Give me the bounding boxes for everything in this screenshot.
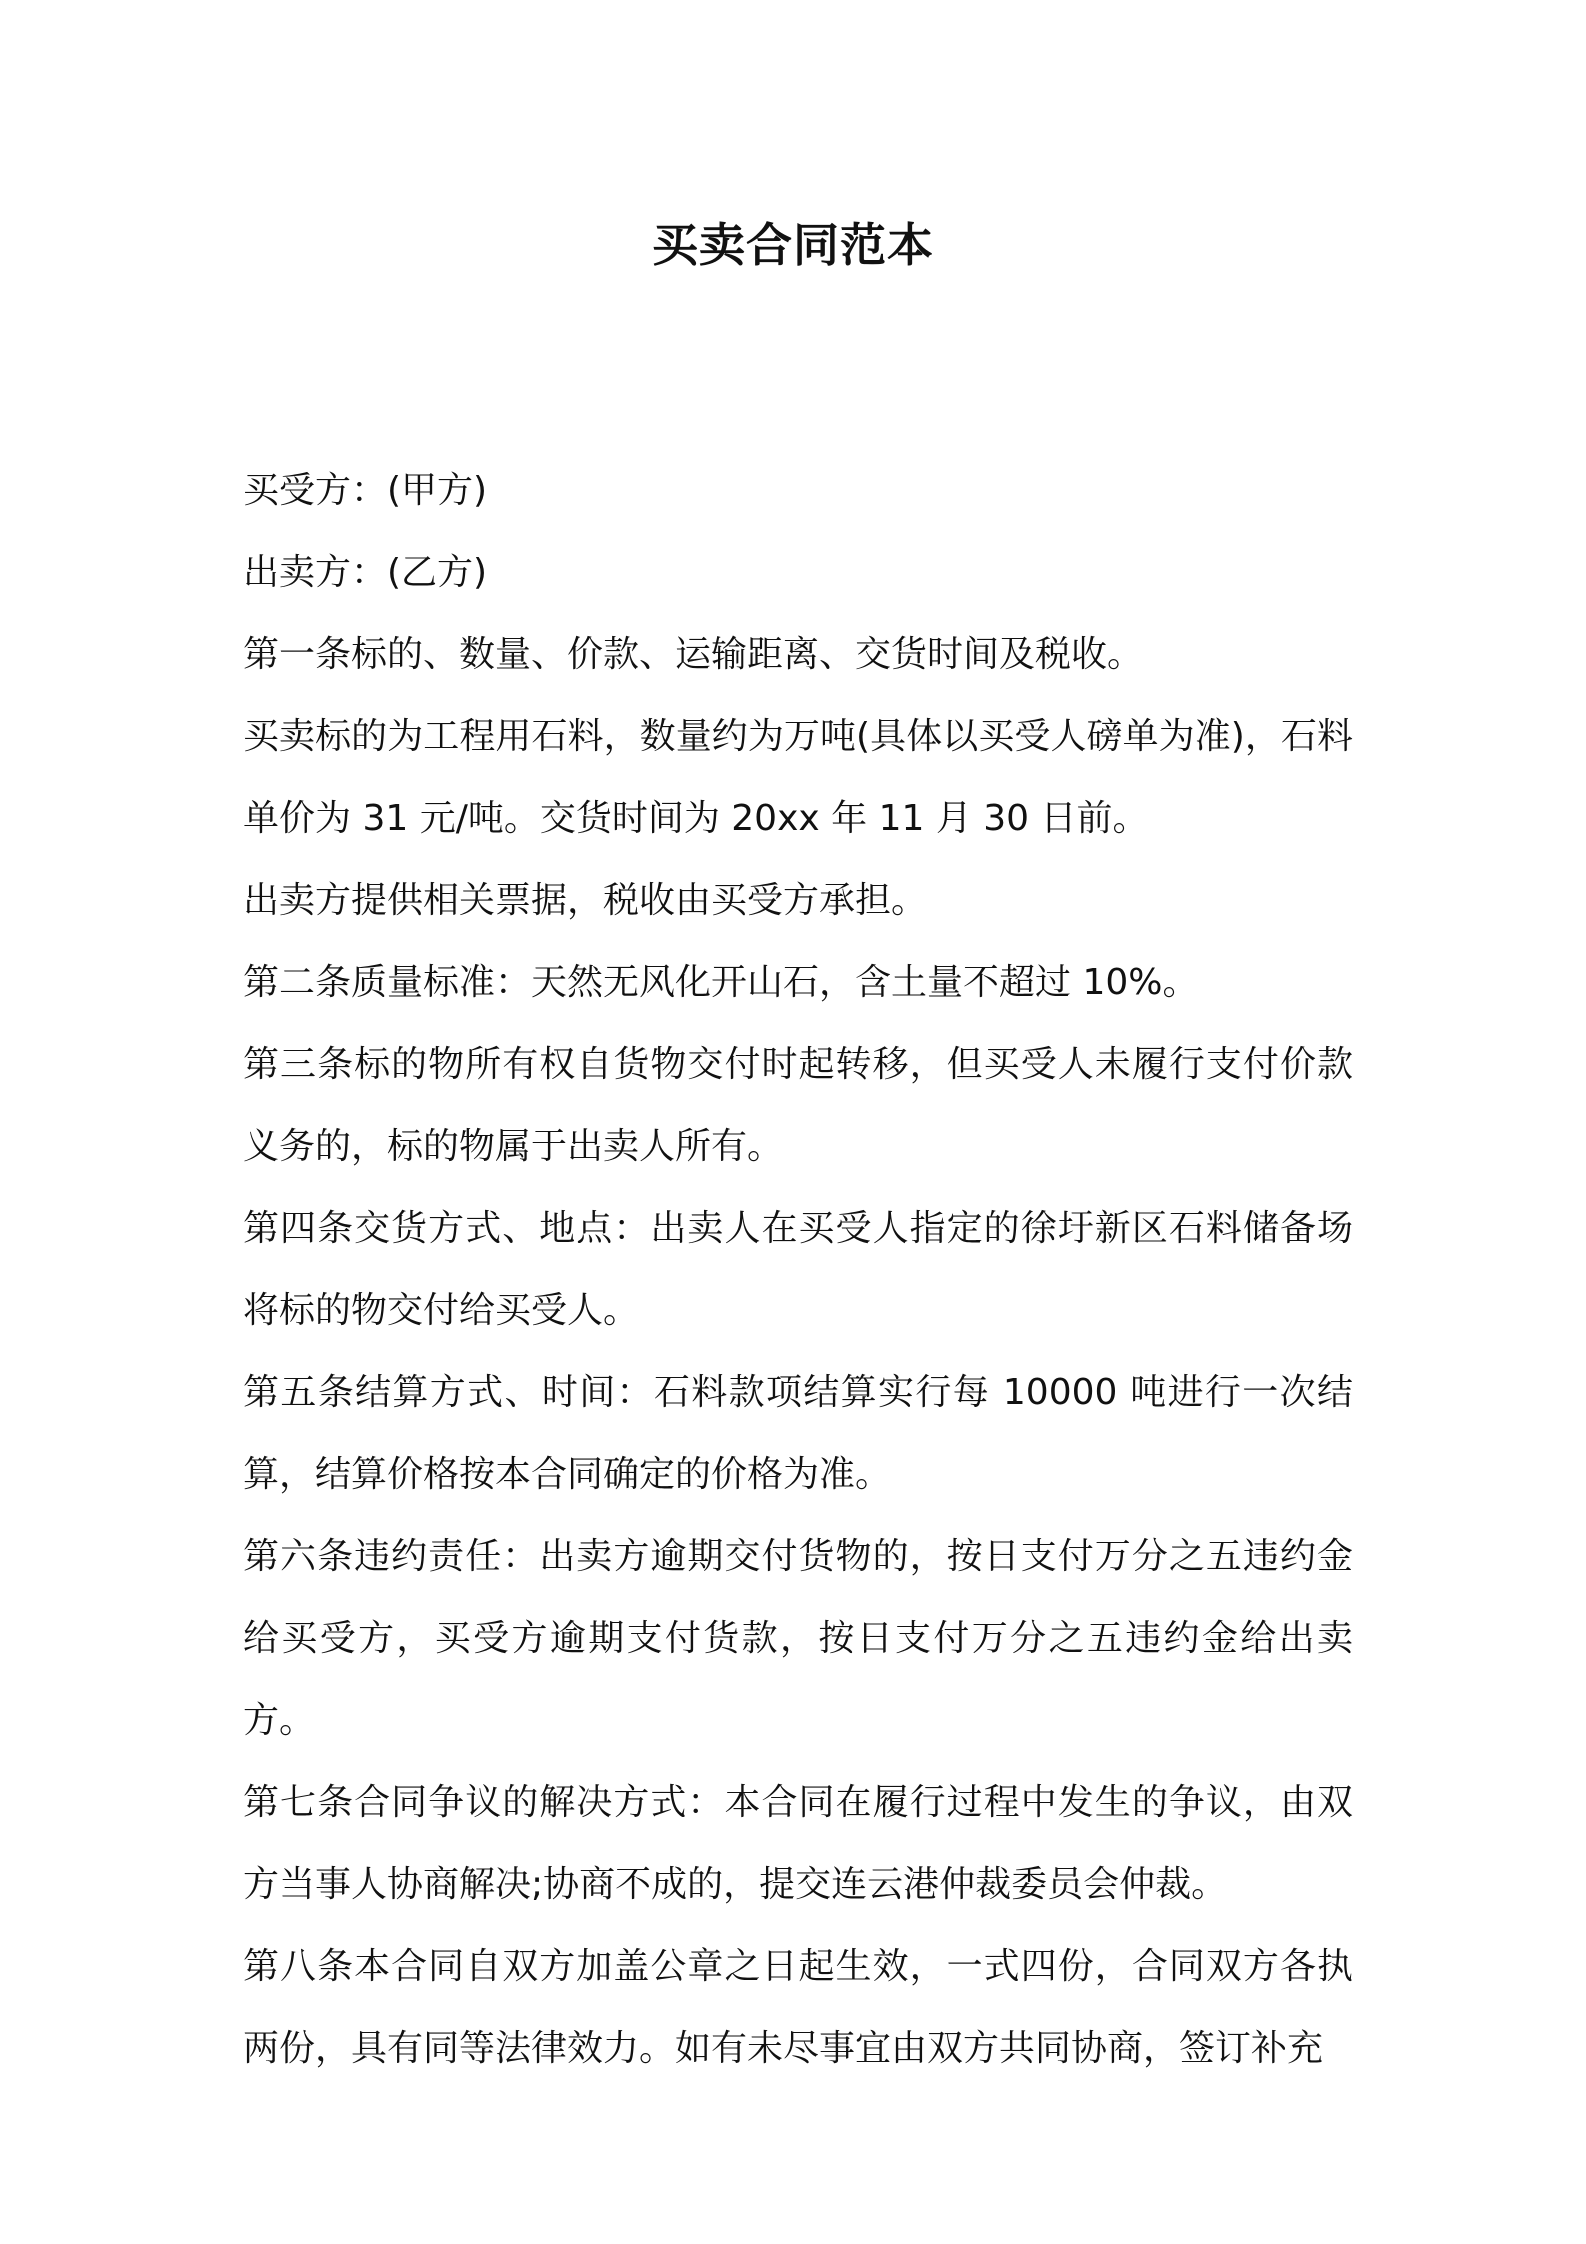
document-title: 买卖合同范本 <box>652 218 934 272</box>
article-7-dispute: 第七条合同争议的解决方式：本合同在履行过程中发生的争议，由双方当事人协商解决;协商不成的，提交连云港仲裁委员会仲裁。 <box>243 1782 1353 1905</box>
party-a-line: 买受方：(甲方) <box>243 470 488 511</box>
article-1-subject: 买卖标的为工程用石料，数量约为万吨(具体以买受人磅单为准)，石料单价为 31 元/吨。交货时间为 20xx 年 11 月 30 日前。 <box>243 716 1353 839</box>
article-1-heading: 第一条标的、数量、价款、运输距离、交货时间及税收。 <box>243 634 1144 675</box>
document-body <box>243 450 1353 2090</box>
article-8-effect: 第八条本合同自双方加盖公章之日起生效，一式四份，合同双方各执两份，具有同等法律效力。如有未尽事宜由双方共同协商，签订补充 <box>243 1946 1353 2069</box>
article-4-delivery: 第四条交货方式、地点：出卖人在买受人指定的徐圩新区石料储备场将标的物交付给买受人。 <box>243 1208 1353 1331</box>
article-3-ownership: 第三条标的物所有权自货物交付时起转移，但买受人未履行支付价款义务的，标的物属于出卖人所有。 <box>243 1044 1353 1167</box>
article-2-quality: 第二条质量标准：天然无风化开山石，含土量不超过 10%。 <box>243 962 1199 1003</box>
party-b-line: 出卖方：(乙方) <box>243 552 488 593</box>
article-5-settlement: 第五条结算方式、时间：石料款项结算实行每 10000 吨进行一次结算，结算价格按本合同确定的价格为准。 <box>243 1372 1353 1495</box>
article-6-liability: 第六条违约责任：出卖方逾期交付货物的，按日支付万分之五违约金给买受方，买受方逾期支付货款，按日支付万分之五违约金给出卖方。 <box>243 1536 1353 1741</box>
article-1-tax: 出卖方提供相关票据，税收由买受方承担。 <box>243 880 928 921</box>
